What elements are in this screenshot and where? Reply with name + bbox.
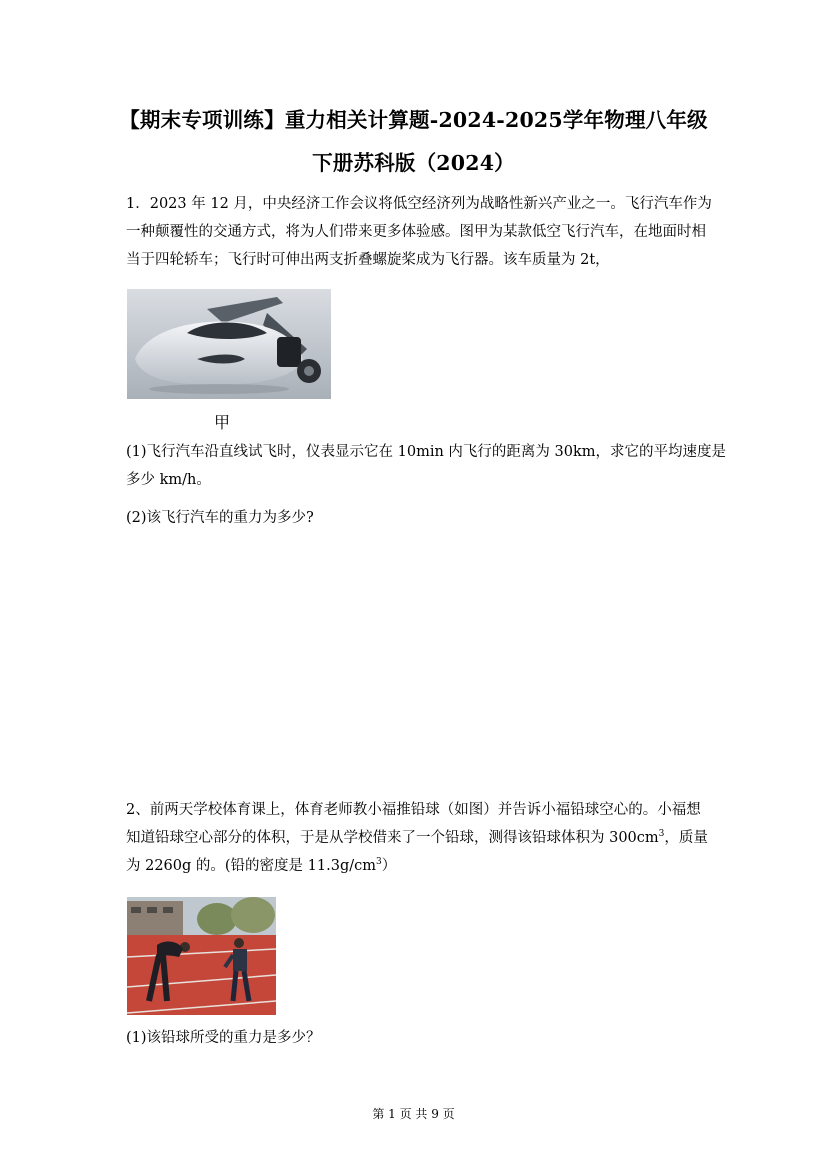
document-title-line-1: 【期末专项训练】重力相关计算题-2024-2025学年物理八年级: [119, 108, 708, 132]
superscript-3: 3: [376, 857, 382, 867]
question-2-stem-line-2: [126, 824, 706, 852]
question-1-stem-line-3: 当于四轮轿车；飞行时可伸出两支折叠螺旋桨成为飞行器。该车质量为 2t，: [126, 252, 610, 268]
question-2-stem: [126, 796, 706, 880]
question-2-density-text: 为 2260g 的。(铅的密度是 11.3g/cm: [126, 858, 376, 874]
question-1-part-1-line-2: 多少 km/h。: [126, 472, 211, 488]
shot-put-lesson-photo: [127, 897, 276, 1015]
question-1-part-1: [126, 438, 727, 494]
flying-car-photo: [127, 289, 331, 399]
question-1-part-2: (2)该飞行汽车的重力为多少?: [126, 510, 314, 526]
question-1-stem-line-2: 一种颠覆性的交通方式，将为人们带来更多体验感。图甲为某款低空飞行汽车，在地面时相: [126, 224, 706, 240]
question-1-part-1-line-1: (1)飞行汽车沿直线试飞时，仪表显示它在 10min 内飞行的距离为 30km，求它的平均速度是: [126, 444, 727, 460]
question-2-stem-line-1: 2、前两天学校体育课上，体育老师教小福推铅球（如图）并告诉小福铅球空心的。小福想: [126, 802, 701, 818]
superscript-3: 3: [658, 829, 665, 839]
page-number-footer: 第 1 页 共 9 页: [372, 1107, 455, 1121]
question-2-volume-text: 知道铅球空心部分的体积，于是从学校借来了一个铅球，测得该铅球体积为 300cm: [126, 830, 659, 846]
figure-caption-jia: 甲: [214, 413, 231, 432]
question-2-mass-text: ，质量: [664, 830, 708, 846]
question-2-part-1: (1)该铅球所受的重力是多少？: [126, 1030, 321, 1046]
question-1-stem: [126, 190, 712, 274]
question-2-density-close: ）: [381, 858, 397, 874]
question-2-stem-line-3: [126, 852, 706, 880]
question-1-stem-line-1: 1．2023 年 12 月，中央经济工作会议将低空经济列为战略性新兴产业之一。飞行汽车作为: [126, 196, 712, 212]
document-title-line-2: 下册苏科版（2024）: [312, 151, 515, 175]
